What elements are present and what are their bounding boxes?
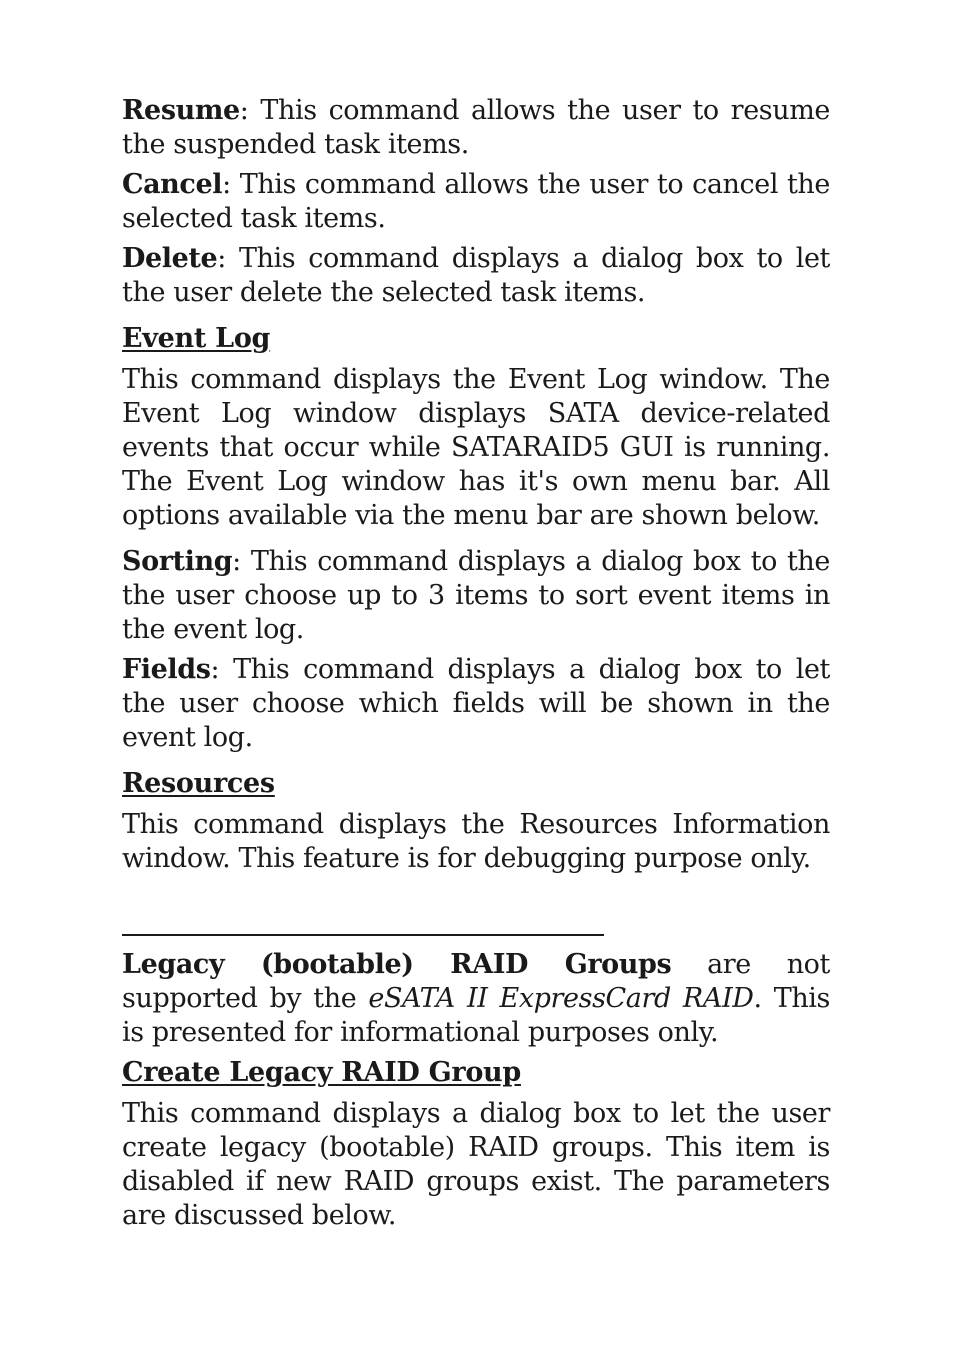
resources-heading: Resources xyxy=(122,768,275,799)
section-divider xyxy=(122,934,604,936)
event-log-heading: Event Log xyxy=(122,323,271,354)
resume-paragraph xyxy=(122,94,830,162)
delete-paragraph xyxy=(122,242,830,310)
create-legacy-description: This command displays a dialog box to let the user create legacy (bootable) RAID groups. This item is disabled if new RAID groups exist. The parameters are discussed below. xyxy=(122,1098,830,1231)
delete-term: Delete xyxy=(122,243,218,274)
fields-term: Fields xyxy=(122,654,211,685)
resume-term: Resume xyxy=(122,95,240,126)
fields-text: : This command displays a dialog box to let the user choose which fields will be shown in the event log. xyxy=(122,654,830,753)
document-page xyxy=(122,94,830,1239)
legacy-note-bold: Legacy (bootable) RAID Groups xyxy=(122,949,672,980)
legacy-note-paragraph xyxy=(122,948,830,1050)
sorting-term: Sorting xyxy=(122,546,233,577)
cancel-term: Cancel xyxy=(122,169,223,200)
legacy-note-text1: are not supported by the xyxy=(122,949,830,1014)
sorting-paragraph xyxy=(122,545,830,647)
sorting-text: : This command displays a dialog box to the the user choose up to 3 items to sort event items in the event log. xyxy=(122,546,830,645)
legacy-note-text2: . This is presented for informational purposes only. xyxy=(122,983,831,1048)
cancel-paragraph xyxy=(122,168,830,236)
create-legacy-heading: Create Legacy RAID Group xyxy=(122,1057,521,1088)
event-log-description: This command displays the Event Log window. The Event Log window displays SATA device-related events that occur while SATARAID5 GUI is running. The Event Log window has it's own menu bar. All options available via the menu bar are shown below. xyxy=(122,364,830,531)
resume-text: : This command allows the user to resume the suspended task items. xyxy=(122,95,830,160)
delete-text: : This command displays a dialog box to let the user delete the selected task items. xyxy=(122,243,830,308)
cancel-text: : This command allows the user to cancel the selected task items. xyxy=(122,169,830,234)
fields-paragraph xyxy=(122,653,830,755)
resources-description: This command displays the Resources Information window. This feature is for debugging purpose only. xyxy=(122,809,830,874)
legacy-note-product: eSATA II ExpressCard RAID xyxy=(368,983,754,1014)
